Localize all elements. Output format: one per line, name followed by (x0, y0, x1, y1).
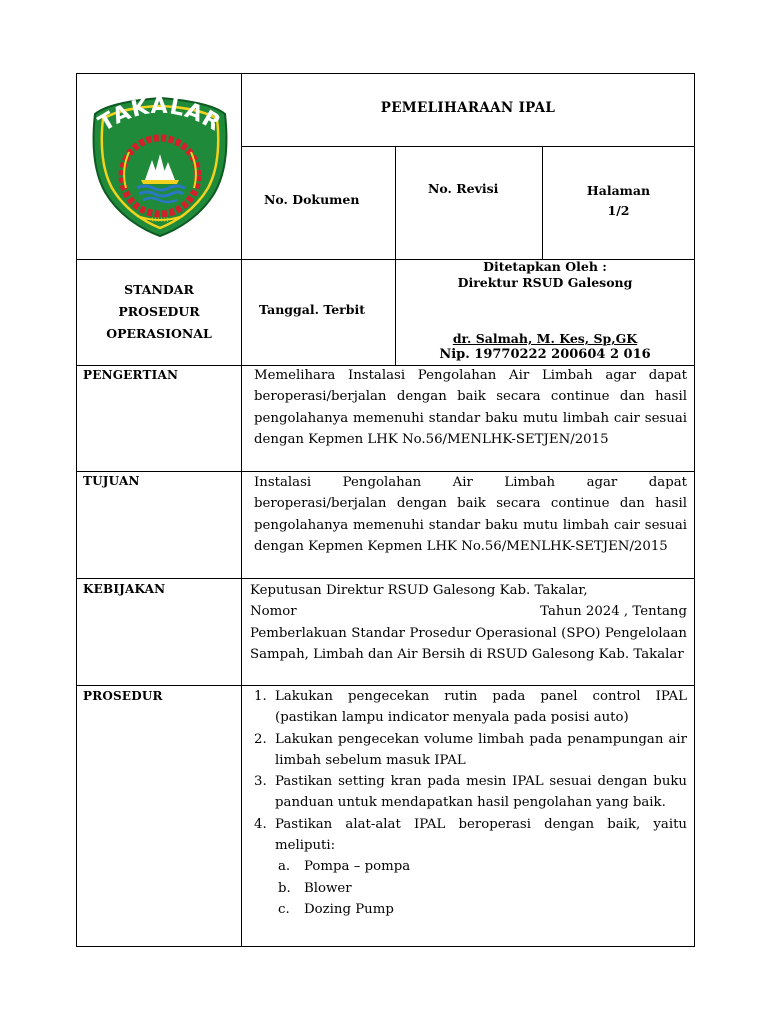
kebijakan-content-cell (242, 578, 695, 685)
prosedur-content-cell (242, 685, 695, 947)
prosedur-substeps-list (242, 856, 687, 920)
issue-date-cell (242, 259, 396, 365)
sop-label-line1: STANDAR (124, 282, 194, 297)
document-title-cell (242, 73, 695, 146)
revision-number-cell (396, 146, 543, 259)
pengertian-label: PENGERTIAN (83, 368, 179, 382)
takalar-logo-icon (85, 92, 235, 242)
prosedur-label: PROSEDUR (83, 689, 163, 703)
tujuan-label-cell (76, 471, 242, 578)
step-text: Lakukan pengecekan volume limbah pada penampungan air limbah sebelum masuk IPAL (275, 731, 687, 768)
list-item: b. Blower (278, 880, 352, 896)
list-item: a. Pompa – pompa (278, 859, 411, 875)
svg-text:⌇⌇⌇⌇⌇⌇: ⌇⌇⌇⌇⌇⌇ (151, 217, 169, 224)
tujuan-label: TUJUAN (83, 474, 140, 488)
logo-cell (76, 73, 242, 259)
document-title: PEMELIHARAAN IPAL (380, 100, 556, 116)
page-cell (543, 146, 695, 259)
step-text: Pastikan setting kran pada mesin IPAL sesuai dengan buku panduan untuk mendapatkan hasil pengolahan yang baik. (275, 774, 687, 811)
list-item: 2. Lakukan pengecekan volume limbah pada penampungan air limbah sebelum masuk IPAL (254, 731, 687, 768)
prosedur-label-cell (76, 685, 242, 947)
kebijakan-label-cell (76, 578, 242, 685)
approved-by-label: Ditetapkan Oleh : (483, 259, 607, 274)
document-number-cell (242, 146, 396, 259)
kebijakan-text: Pemberlakuan Standar Prosedur Operasional (SPO) Pengelolaan Sampah, Limbah dan Air Bersih di RSUD Galesong Kab. Takalar (250, 625, 687, 662)
page-label: Halaman (586, 183, 651, 198)
prosedur-steps-list (242, 686, 687, 856)
svg-text:TAKALAR: TAKALAR (94, 93, 226, 137)
signatory-nip: Nip. 19770222 200604 2 016 (439, 347, 651, 362)
kebijakan-label: KEBIJAKAN (83, 582, 166, 596)
substep-text: Pompa – pompa (304, 859, 411, 875)
list-item: c. Dozing Pump (278, 901, 394, 917)
kebijakan-decree-line: Keputusan Direktur RSUD Galesong Kab. Takalar, (250, 583, 588, 598)
pengertian-label-cell (76, 365, 242, 471)
pengertian-text: Memelihara Instalasi Pengolahan Air Limbah agar dapat beroperasi/berjalan dengan baik secara continue dan hasil pengolahanya memenuhi standar baku mutu limbah cair sesuai dengan Kepmen LHK No.56/MENLHK-SETJEN/2015 (254, 368, 687, 447)
substep-text: Dozing Pump (304, 901, 394, 917)
page-value: 1/2 (607, 203, 630, 218)
list-item: 1. Lakukan pengecekan rutin pada panel control IPAL (pastikan lampu indicator menyala pada posisi auto) (254, 689, 687, 726)
tujuan-content-cell (242, 471, 695, 578)
approval-cell (396, 259, 695, 365)
revision-number-label: No. Revisi (428, 181, 499, 196)
step-text: Lakukan pengecekan rutin pada panel control IPAL (pastikan lampu indicator menyala pada posisi auto) (275, 689, 687, 726)
kebijakan-tahun: Tahun 2024 , Tentang (540, 604, 687, 620)
document-number-label: No. Dokumen (264, 192, 360, 207)
sop-label-line2: PROSEDUR (118, 304, 200, 319)
list-item: 4. Pastikan alat-alat IPAL beroperasi dengan baik, yaitu meliputi: (254, 816, 687, 854)
substep-text: Blower (304, 880, 352, 896)
sop-label-line3: OPERASIONAL (106, 326, 212, 341)
step-text: Pastikan alat-alat IPAL beroperasi dengan baik, yaitu meliputi: (275, 816, 687, 854)
list-item: 3. Pastikan setting kran pada mesin IPAL sesuai dengan buku panduan untuk mendapatkan hasil pengolahan yang baik. (254, 774, 687, 811)
pengertian-content-cell (242, 365, 695, 471)
sop-label-cell (76, 259, 242, 365)
kebijakan-nomor: Nomor (250, 604, 297, 620)
signatory-name: dr. Salmah, M. Kes, Sp,GK (452, 331, 638, 346)
tujuan-text: Instalasi Pengolahan Air Limbah agar dapat beroperasi/berjalan dengan baik secara continue dan hasil pengolahanya memenuhi standar baku mutu limbah cair sesuai dengan Kepmen Kepmen LHK No.56/MENLHK-SETJEN/2015 (254, 475, 687, 554)
issue-date-label: Tanggal. Terbit (259, 302, 365, 317)
approver-title: Direktur RSUD Galesong (457, 275, 633, 290)
